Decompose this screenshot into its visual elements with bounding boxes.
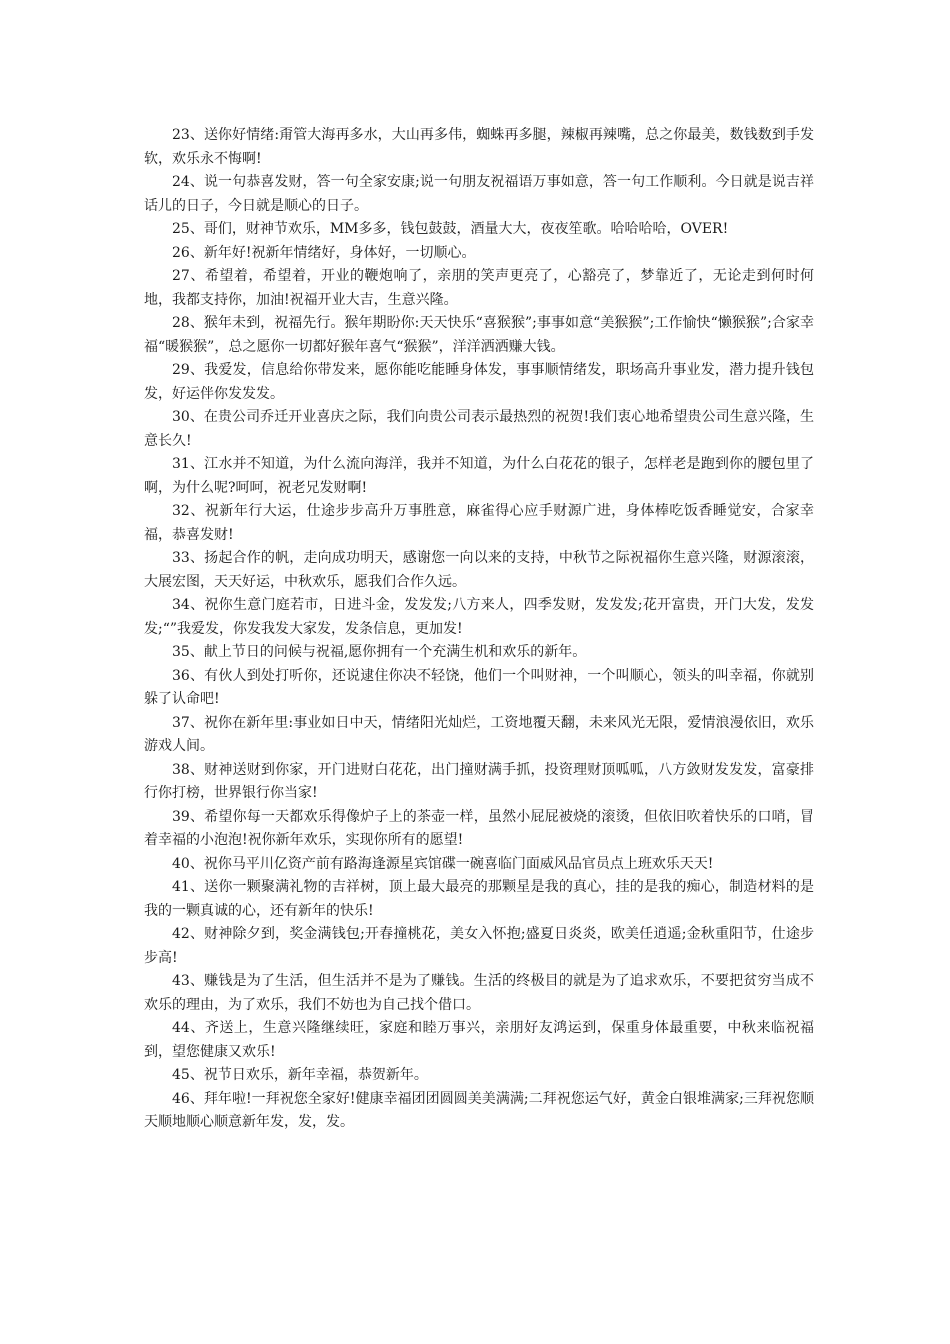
document-body xyxy=(144,124,814,1135)
paragraph-25: 25、哥们，财神节欢乐，MM多多，钱包鼓鼓，酒量大大，夜夜笙歌。哈哈哈哈，OVER! xyxy=(172,221,729,237)
paragraph-42: 42、财神除夕到，奖金满钱包;开春撞桃花，美女入怀抱;盛夏日炎炎，欧美任逍遥;金秋重阳节，仕途步步高! xyxy=(144,926,814,966)
paragraph-35: 35、献上节日的问候与祝福,愿你拥有一个充满生机和欢乐的新年。 xyxy=(172,644,587,660)
paragraph-43: 43、赚钱是为了生活，但生活并不是为了赚钱。生活的终极目的就是为了追求欢乐，不要把贫穷当成不欢乐的理由，为了欢乐，我们不妨也为自己找个借口。 xyxy=(144,973,814,1013)
paragraph-44: 44、齐送上，生意兴隆继续旺，家庭和睦万事兴，亲朋好友鸿运到，保重身体最重要，中秋来临祝福到，望您健康又欢乐! xyxy=(144,1020,814,1060)
paragraph-27: 27、希望着，希望着，开业的鞭炮响了，亲朋的笑声更亮了，心豁亮了，梦靠近了，无论走到何时何地，我都支持你，加油!祝福开业大吉，生意兴隆。 xyxy=(144,268,814,308)
paragraph-29: 29、我爱发，信息给你带发来，愿你能吃能睡身体发，事事顺情绪发，职场高升事业发，潜力提升钱包发，好运伴你发发发。 xyxy=(144,362,814,402)
paragraph-46: 46、拜年啦!一拜祝您全家好!健康幸福团团圆圆美美满满;二拜祝您运气好，黄金白银堆满家;三拜祝您顺天顺地顺心顺意新年发，发，发。 xyxy=(144,1090,814,1130)
paragraph-39: 39、希望你每一天都欢乐得像炉子上的茶壶一样，虽然小屁屁被烧的滚烫，但依旧吹着快乐的口哨，冒着幸福的小泡泡!祝你新年欢乐，实现你所有的愿望! xyxy=(144,808,814,848)
paragraph-37: 37、祝你在新年里:事业如日中天，情绪阳光灿烂，工资地覆天翻，未来风光无限，爱情浪漫依旧，欢乐游戏人间。 xyxy=(144,714,814,754)
paragraph-38: 38、财神送财到你家，开门进财白花花，出门撞财满手抓，投资理财顶呱呱，八方敛财发发发，富豪排行你打榜，世界银行你当家! xyxy=(144,761,814,801)
paragraph-40: 40、祝你马平川亿资产前有路海逢源星宾馆碟一碗喜临门面威风品官员点上班欢乐天天! xyxy=(172,855,714,872)
paragraph-32: 32、祝新年行大运，仕途步步高升万事胜意，麻雀得心应手财源广进，身体棒吃饭香睡觉安，合家幸福，恭喜发财! xyxy=(144,503,814,543)
paragraph-36: 36、有伙人到处打听你，还说逮住你决不轻饶，他们一个叫财神，一个叫顺心，领头的叫幸福，你就别躲了认命吧! xyxy=(144,667,814,707)
paragraph-31: 31、江水并不知道，为什么流向海洋，我并不知道，为什么白花花的银子，怎样老是跑到你的腰包里了啊，为什么呢?呵呵，祝老兄发财啊! xyxy=(144,456,814,496)
paragraph-30: 30、在贵公司乔迁开业喜庆之际，我们向贵公司表示最热烈的祝贺!我们衷心地希望贵公司生意兴隆，生意长久! xyxy=(144,409,814,449)
paragraph-26: 26、新年好!祝新年情绪好，身体好，一切顺心。 xyxy=(172,244,476,261)
paragraph-24: 24、说一句恭喜发财，答一句全家安康;说一句朋友祝福语万事如意，答一句工作顺利。今日就是说吉祥话儿的日子，今日就是顺心的日子。 xyxy=(144,174,814,214)
paragraph-28: 28、猴年未到，祝福先行。猴年期盼你:天天快乐“喜猴猴”;事事如意“美猴猴”;工作愉快“懒猴猴”;合家幸福“暖猴猴”，总之愿你一切都好猴年喜气“猴猴”，洋洋洒洒赚大钱。 xyxy=(144,315,814,355)
paragraph-45: 45、祝节日欢乐，新年幸福，恭贺新年。 xyxy=(172,1067,428,1083)
paragraph-23: 23、送你好情绪:甭管大海再多水，大山再多伟，蜘蛛再多腿，辣椒再辣嘴，总之你最美，数钱数到手发软，欢乐永不悔啊! xyxy=(144,127,814,167)
paragraph-34: 34、祝你生意门庭若市，日进斗金，发发发;八方来人，四季发财，发发发;花开富贵，开门大发，发发发;“”我爱发，你发我发大家发，发条信息，更加发! xyxy=(144,597,814,637)
paragraph-41: 41、送你一颗聚满礼物的吉祥树，顶上最大最亮的那颗星是我的真心，挂的是我的痴心，制造材料的是我的一颗真诚的心，还有新年的快乐! xyxy=(144,879,814,919)
paragraph-33: 33、扬起合作的帆，走向成功明天，感谢您一向以来的支持，中秋节之际祝福你生意兴隆，财源滚滚，大展宏图，天天好运，中秋欢乐，愿我们合作久远。 xyxy=(144,550,814,590)
